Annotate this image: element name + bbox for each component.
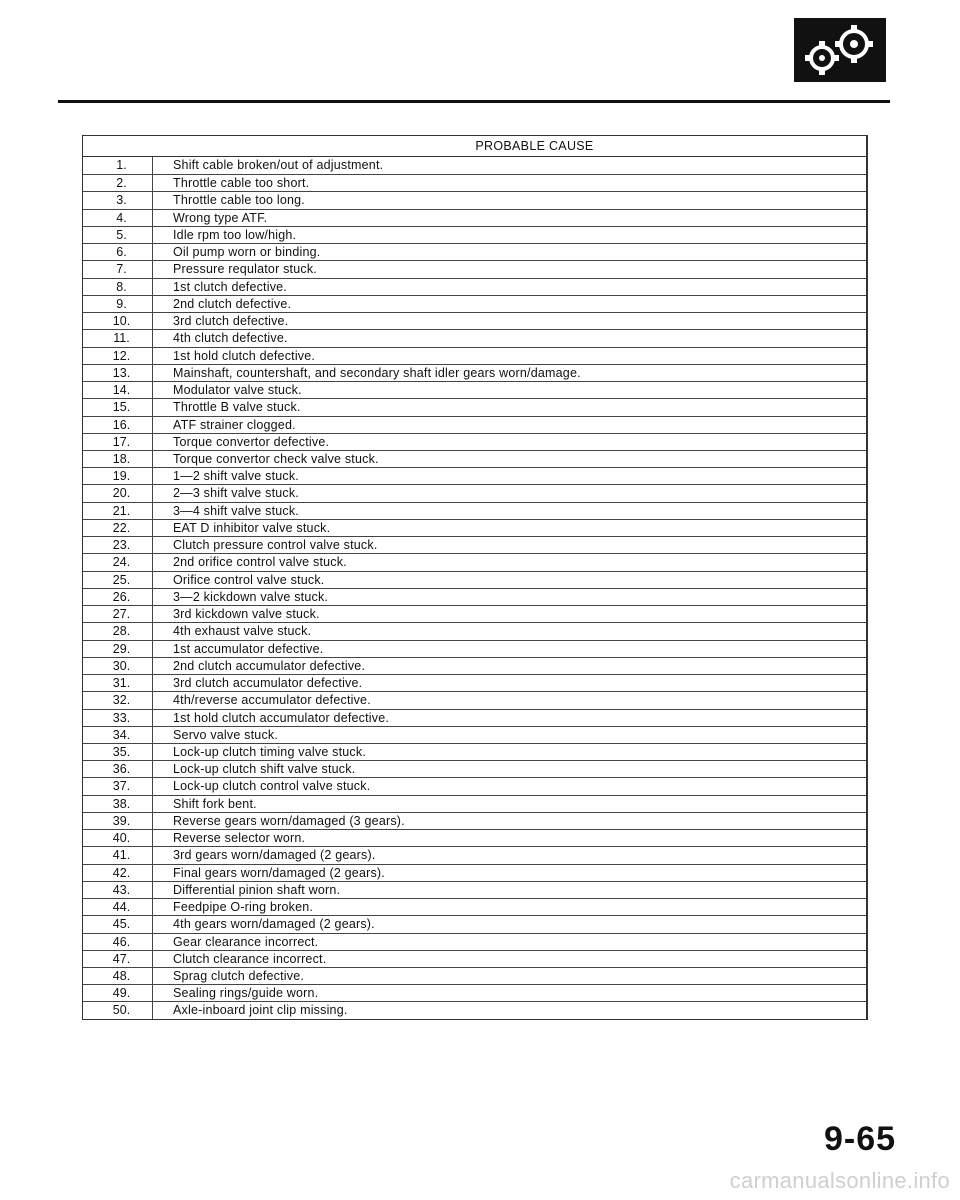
row-number: 41. [83, 847, 153, 863]
row-cause: Gear clearance incorrect. [173, 934, 319, 949]
row-number: 35. [83, 744, 153, 760]
row-number: 40. [83, 830, 153, 846]
transmission-gears-icon [794, 18, 886, 82]
row-number: 28. [83, 623, 153, 639]
row-number: 34. [83, 727, 153, 743]
row-cause: 3—2 kickdown valve stuck. [173, 589, 329, 604]
header-rule [58, 100, 890, 103]
row-cause: Lock-up clutch shift valve stuck. [173, 762, 356, 777]
row-number: 20. [83, 485, 153, 501]
row-cause: 4th/reverse accumulator defective. [173, 693, 371, 708]
row-cause: Modulator valve stuck. [173, 383, 302, 398]
row-number: 16. [83, 417, 153, 433]
row-number: 22. [83, 520, 153, 536]
table-row [83, 657, 866, 674]
row-number: 14. [83, 382, 153, 398]
row-cause: Reverse selector worn. [173, 831, 306, 846]
row-number: 48. [83, 968, 153, 984]
row-cause: 4th exhaust valve stuck. [173, 624, 312, 639]
row-cause: 3rd kickdown valve stuck. [173, 607, 320, 622]
row-cause: EAT D inhibitor valve stuck. [173, 520, 331, 535]
row-cause: 2nd clutch defective. [173, 296, 292, 311]
row-number: 5. [83, 227, 153, 243]
row-cause: Axle-inboard joint clip missing. [173, 1003, 348, 1018]
table-row [83, 312, 866, 329]
table-row [83, 536, 866, 553]
row-number: 47. [83, 951, 153, 967]
table-row [83, 278, 866, 295]
row-cause: ATF strainer clogged. [173, 417, 296, 432]
table-row [83, 588, 866, 605]
table-row [83, 484, 866, 501]
row-cause: Throttle cable too short. [173, 176, 310, 191]
table-row [83, 174, 866, 191]
row-cause: 2—3 shift valve stuck. [173, 486, 299, 501]
row-number: 37. [83, 778, 153, 794]
row-number: 32. [83, 692, 153, 708]
row-number: 29. [83, 641, 153, 657]
table-row [83, 157, 866, 174]
table-header [83, 136, 866, 157]
row-number: 8. [83, 279, 153, 295]
row-number: 38. [83, 796, 153, 812]
row-cause: Reverse gears worn/damaged (3 gears). [173, 813, 405, 828]
table-row [83, 709, 866, 726]
row-number: 43. [83, 882, 153, 898]
table-row [83, 967, 866, 984]
table-row [83, 864, 866, 881]
row-cause: Shift fork bent. [173, 796, 257, 811]
row-number: 23. [83, 537, 153, 553]
row-cause: Pressure requlator stuck. [173, 262, 317, 277]
row-cause: Shift cable broken/out of adjustment. [173, 158, 384, 172]
table-row [83, 640, 866, 657]
row-number: 10. [83, 313, 153, 329]
row-number: 6. [83, 244, 153, 260]
table-row [83, 295, 866, 312]
table-row [83, 812, 866, 829]
row-number: 25. [83, 572, 153, 588]
row-number: 4. [83, 210, 153, 226]
row-cause: Lock-up clutch timing valve stuck. [173, 744, 366, 759]
row-cause: 3rd clutch accumulator defective. [173, 676, 363, 691]
row-cause: Servo valve stuck. [173, 727, 279, 742]
row-number: 33. [83, 710, 153, 726]
table-row [83, 467, 866, 484]
table-row [83, 381, 866, 398]
table-body [83, 157, 866, 1019]
row-cause: Sealing rings/guide worn. [173, 986, 319, 1001]
row-cause: 1st hold clutch accumulator defective. [173, 710, 390, 725]
table-row [83, 622, 866, 639]
table-row [83, 691, 866, 708]
table-row [83, 674, 866, 691]
row-cause: Lock-up clutch control valve stuck. [173, 779, 371, 794]
table-row [83, 553, 866, 570]
row-cause: Torque convertor check valve stuck. [173, 451, 379, 466]
table-row [83, 364, 866, 381]
row-cause: 1st clutch defective. [173, 279, 287, 294]
row-number: 18. [83, 451, 153, 467]
row-number: 39. [83, 813, 153, 829]
row-number: 27. [83, 606, 153, 622]
row-number: 13. [83, 365, 153, 381]
row-number: 44. [83, 899, 153, 915]
table-row [83, 450, 866, 467]
table-row [83, 243, 866, 260]
row-cause: 2nd clutch accumulator defective. [173, 658, 366, 673]
row-number: 49. [83, 985, 153, 1001]
row-cause: Clutch clearance incorrect. [173, 951, 327, 966]
row-number: 2. [83, 175, 153, 191]
table-row [83, 398, 866, 415]
row-number: 9. [83, 296, 153, 312]
table-row [83, 209, 866, 226]
row-cause: 3—4 shift valve stuck. [173, 503, 299, 518]
table-row [83, 846, 866, 863]
row-number: 19. [83, 468, 153, 484]
table-row [83, 519, 866, 536]
row-cause: Throttle cable too long. [173, 193, 305, 208]
table-row [83, 777, 866, 794]
table-row [83, 1001, 866, 1018]
row-cause: Clutch pressure control valve stuck. [173, 538, 378, 553]
table-row [83, 605, 866, 622]
row-cause: 2nd orifice control valve stuck. [173, 555, 347, 570]
table-row [83, 898, 866, 915]
row-cause: 3rd gears worn/damaged (2 gears). [173, 848, 376, 863]
row-number: 46. [83, 934, 153, 950]
row-number: 21. [83, 503, 153, 519]
table-row [83, 760, 866, 777]
row-cause: Wrong type ATF. [173, 210, 268, 225]
row-number: 45. [83, 916, 153, 932]
row-cause: Feedpipe O-ring broken. [173, 900, 314, 915]
row-cause: Sprag clutch defective. [173, 969, 305, 984]
table-row [83, 950, 866, 967]
row-cause: Torque convertor defective. [173, 434, 330, 449]
table-row [83, 571, 866, 588]
table-row [83, 416, 866, 433]
table-row [83, 329, 866, 346]
row-number: 1. [83, 157, 153, 174]
row-number: 30. [83, 658, 153, 674]
table-row [83, 915, 866, 932]
table-row [83, 433, 866, 450]
table-row [83, 226, 866, 243]
table-row [83, 743, 866, 760]
row-cause: 1—2 shift valve stuck. [173, 469, 299, 484]
page-number: 9-65 [824, 1120, 897, 1158]
table-row [83, 347, 866, 364]
table-row [83, 260, 866, 277]
watermark: carmanualsonline.info [729, 1168, 950, 1193]
row-cause: 1st hold clutch defective. [173, 348, 316, 363]
row-cause: Mainshaft, countershaft, and secondary shaft idler gears worn/damage. [173, 365, 581, 380]
row-cause: Throttle B valve stuck. [173, 400, 301, 415]
row-cause: 4th gears worn/damaged (2 gears). [173, 917, 375, 932]
row-number: 36. [83, 761, 153, 777]
row-cause: Differential pinion shaft worn. [173, 882, 341, 897]
row-number: 31. [83, 675, 153, 691]
table-row [83, 795, 866, 812]
row-cause: Idle rpm too low/high. [173, 227, 297, 242]
row-number: 24. [83, 554, 153, 570]
table-title: PROBABLE CAUSE [475, 139, 594, 153]
row-number: 26. [83, 589, 153, 605]
row-number: 7. [83, 261, 153, 277]
row-cause: 4th clutch defective. [173, 331, 288, 346]
table-row [83, 502, 866, 519]
row-cause: 3rd clutch defective. [173, 314, 289, 329]
row-cause: Orifice control valve stuck. [173, 572, 325, 587]
row-number: 3. [83, 192, 153, 208]
table-row [83, 191, 866, 208]
row-number: 17. [83, 434, 153, 450]
row-number: 50. [83, 1002, 153, 1018]
row-number: 42. [83, 865, 153, 881]
table-row [83, 881, 866, 898]
probable-cause-table [82, 135, 868, 1020]
table-row [83, 829, 866, 846]
table-row [83, 984, 866, 1001]
row-cause: Oil pump worn or binding. [173, 245, 321, 260]
row-cause: Final gears worn/damaged (2 gears). [173, 865, 385, 880]
row-number: 11. [83, 330, 153, 346]
row-number: 12. [83, 348, 153, 364]
table-row [83, 726, 866, 743]
table-row [83, 933, 866, 950]
row-cause: 1st accumulator defective. [173, 641, 324, 656]
row-number: 15. [83, 399, 153, 415]
